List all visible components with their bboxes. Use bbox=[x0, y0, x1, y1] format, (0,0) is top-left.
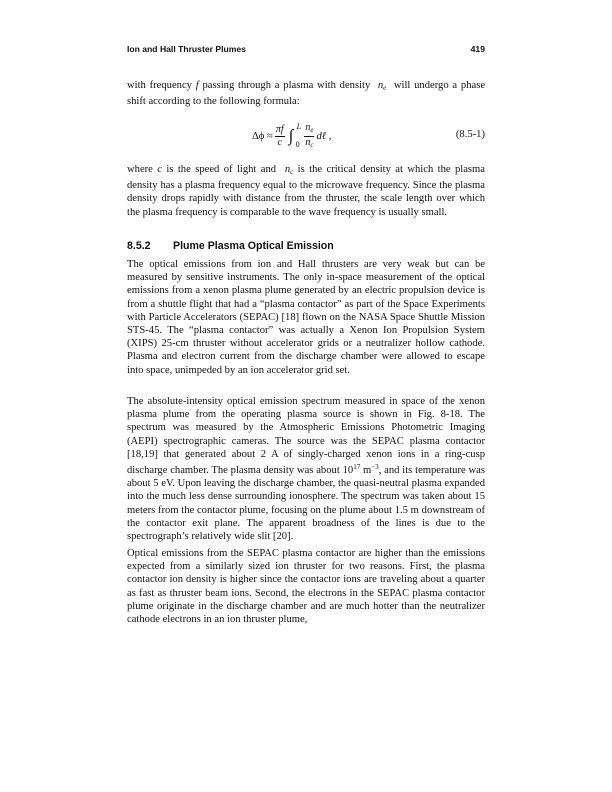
fraction-ne-over-nc: $\frac{n_e}{n_c}$ bbox=[305, 121, 314, 149]
section-number: 8.5.2 bbox=[127, 240, 151, 252]
variable-f: f bbox=[195, 80, 199, 91]
running-head bbox=[127, 44, 485, 54]
equation-lhs: Δϕ ≈ bbox=[252, 130, 273, 142]
equation-8-5-1 bbox=[127, 118, 485, 154]
paragraph-critical-density: where c is the speed of light and $n_c$ is the critical density at which the plasma density has a plasma frequency equal to the microwave frequency. Since the plasma density drops rapidly with distance from the thruster, the scale length over which the plasma frequency is comparable to the wave frequency is usually small. bbox=[127, 164, 485, 218]
paragraph-sepac-emissions: Optical emissions from the SEPAC plasma contactor are higher than the emissions expected from a similarly sized ion thruster for two reasons. First, the plasma contactor ion density is higher since the contactor ions are traveling about a quarter as fast as thruster beam ions. Second, the electrons in the SEPAC plasma contactor plume originate in the discharge chamber and are much hotter than the neutralizer cathode electrons in an ion thruster plume, bbox=[127, 548, 485, 626]
equation-body bbox=[252, 118, 331, 154]
section-heading bbox=[127, 240, 485, 252]
paragraph-spectrum: The absolute-intensity optical emission spectrum measured in space of the xenon plasma plume from the operating plasma source is shown in Fig. 8-18. The spectrum was measured by the Atmospheric Emissions Photometric Imaging (AEPI) spectrographic cameras. The source was the SEPAC plasma contactor [18,19] that generated about 2 A of singly-charged xenon ions in a ring-cusp discharge chamber. The plasma density was about $10^{17}$ $m^{-3}$, and its temperature was about 5 eV. Upon leaving the discharge chamber, the quasi-neutral plasma expanded into the much less dense surrounding ionosphere. The spectrum was taken about 15 meters from the contactor plume, focusing on the plume about 1.5 m downstream of the contactor exit plane. The apparent broadness of the lines is due to the spectrograph’s relatively wide slit [20]. bbox=[127, 396, 486, 543]
variable-ne: $n_e$ bbox=[377, 80, 387, 92]
section-title: Plume Plasma Optical Emission bbox=[173, 240, 334, 252]
paragraph-optical-emissions: The optical emissions from ion and Hall thrusters are very weak but can be measured by sensitive instruments. The only in-space measurement of the optical emissions from a xenon plasma plume generated by an electric propulsion device is from a shuttle flight that had a “plasma contactor” as part of the Space Experiments with Particle Accelerators (SEPAC) [18] flown on the NASA Space Shuttle Mission STS-45. The “plasma contactor” was actually a Xenon Ion Propulsion System (XIPS) 25-cm thruster without accelerator grids or a neutralizer hollow cathode. Plasma and electron current from the discharge chamber were allowed to escape into space, unimpeded by an ion accelerator grid set. bbox=[127, 259, 485, 376]
equation-differential: dℓ , bbox=[316, 130, 332, 142]
equation-number: (8.5-1) bbox=[455, 129, 485, 140]
paragraph-intro: with frequency f passing through a plasma with density $n_e$ will undergo a phase shift according to the following formula: bbox=[127, 80, 486, 108]
page-number: 419 bbox=[470, 44, 485, 54]
running-title: Ion and Hall Thruster Plumes bbox=[127, 44, 246, 54]
integral-sign: ∫ L 0 bbox=[288, 122, 302, 149]
fraction-pi-f-over-c: $\frac{\pi f}{c}$ bbox=[275, 123, 284, 148]
